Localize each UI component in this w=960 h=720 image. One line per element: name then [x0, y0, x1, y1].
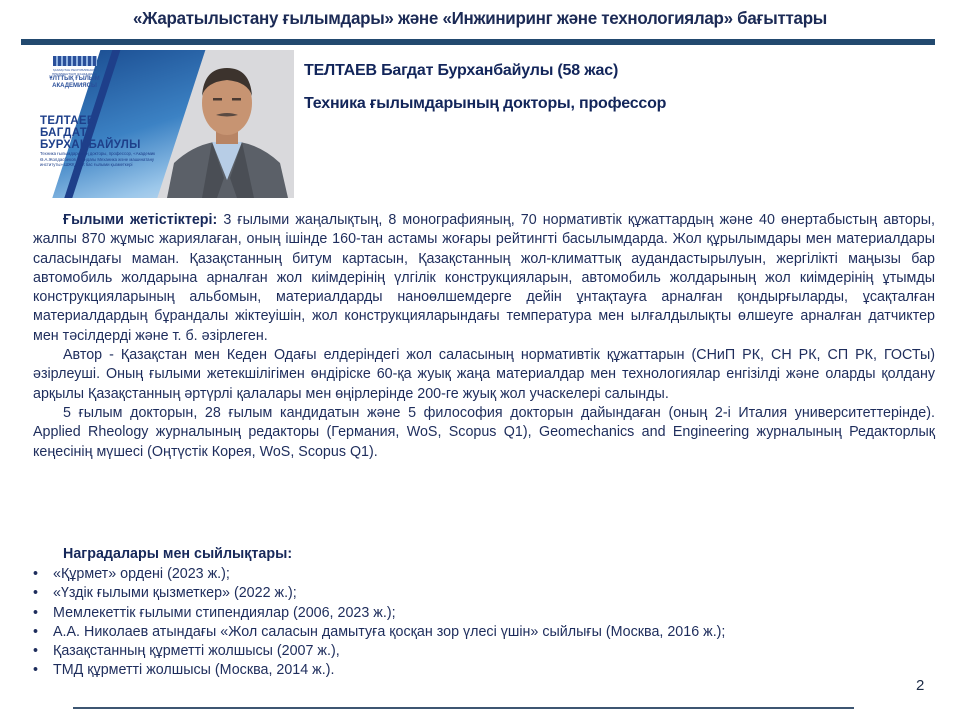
achievements-paragraph-1: Ғылыми жетістіктері: 3 ғылыми жаңалықтың, 8 монографияның, 70 нормативтік құжаттардың және 40 өнертабыстың авторы, жалпы 870 жұмыс жариялаған, оның ішінде 160-тан астамы жоғары рейтингті басылымдарда. Жол құрылымдары мен материалдары саласындағы маман. Қазақстанның битум картасын, Қазақстанның жол-климаттық аудандастырылуын, жергілікті маңызы бар автомобиль жолдарына арналған жол киімдерінің үлгілік конструкцияларын, автомобиль жолдарының жол киімдерінің ұтымды конструкцияларының альбомын, материалдарды наноөлшемдерге дейін ұнтақтауға арналған қондырғыларды, ұсақталған материалдардың бұрандалы жіктеуішін, жол конструкцияларындағы температура мен ылғалдылықты өлшеуге арналған датчиктер мен тәсілдерді және т. б. әзірлеген. [33, 212, 935, 344]
award-item: • «Құрмет» ордені (2023 ж.); [33, 565, 725, 584]
award-item: • А.А. Николаев атындағы «Жол саласын дамытуға қосқан зор үлесі үшін» сыйлығы (Москва, 2016 ж.); [33, 623, 725, 642]
award-item: • «Үздік ғылыми қызметкер» (2022 ж.); [33, 584, 725, 603]
portrait-card [32, 50, 294, 198]
academy-emblem-icon [53, 56, 97, 66]
achievements-heading: Ғылыми жетістіктері: [63, 212, 218, 228]
person-name: ТЕЛТАЕВ Багдат Бурханбайулы (58 жас) [304, 62, 619, 79]
achievements-paragraph-3: 5 ғылым докторын, 28 ғылым кандидатын және 5 философия докторын дайындаған (оның 2-і Италия университеттерінде). Applied Rheology журналының редакторы (Германия, WoS, Scopus Q1), Geomechanics and Engineering журналының Редакторлық кеңесінің мүшесі (Оңтүстік Корея, WoS, Scopus Q1). [33, 404, 935, 460]
award-item: • Мемлекеттік ғылыми стипендиялар (2006, 2023 ж.); [33, 604, 725, 623]
award-item: • ТМД құрметті жолшысы (Москва, 2014 ж.). [33, 661, 725, 680]
card-name: ТЕЛТАЕВ БАГДАТ БУРХАНБАЙУЛЫ [40, 115, 141, 151]
bullet-icon: • [33, 566, 39, 582]
slide-title: «Жаратылыстану ғылымдары» және «Инжиниринг және технологиялар» бағыттары [132, 8, 827, 28]
bullet-icon: • [33, 604, 39, 621]
bullet-icon: • [33, 662, 39, 679]
person-degree: Техника ғылымдарының докторы, профессор [304, 95, 667, 112]
bullet-icon: • [33, 585, 39, 602]
card-description: Техника ғылымдарының докторы, профессор, «Академик Ө.А.Жолдасбеков атындағы Механика және машинатану институты» ШЖҚ РМК бас ғылыми қызметкері [40, 151, 156, 168]
bullet-icon: • [33, 623, 39, 640]
bullet-icon: • [33, 643, 39, 660]
achievements-section [33, 211, 935, 462]
academy-logo: ҚАЗАҚСТАН РЕСПУБЛИКАСЫ ПРЕЗИДЕНТІНІҢ ЖАНЫНДАҒЫ ҰЛТТЫҚ ҒЫЛЫМ АКАДЕМИЯСЫ [42, 56, 107, 90]
title-divider [21, 39, 935, 45]
achievements-paragraph-2: Автор - Қазақстан мен Кеден Одағы елдеріндегі жол саласының нормативтік құжаттарын (СНиП РК, СН РК, СП РК, ГОСТы) әзірлеуші. Оның ғылыми жетекшілігімен өндіріске 60-қа жуық жаңа материалдар мен технологиялар енгізілді және оларды қолдану арқылы Қазақстанның әртүрлі қалалары мен өңірлерінде 200-ге жуық жол учаскелері салынды. [33, 347, 935, 402]
awards-list [33, 565, 725, 681]
footer-divider [73, 707, 854, 709]
page-number: 2 [916, 677, 925, 694]
award-item: • Қазақстанның құрметті жолшысы (2007 ж.), [33, 642, 725, 661]
awards-heading: Наградалары мен сыйлықтары: [63, 546, 293, 562]
portrait-photo [162, 58, 292, 198]
